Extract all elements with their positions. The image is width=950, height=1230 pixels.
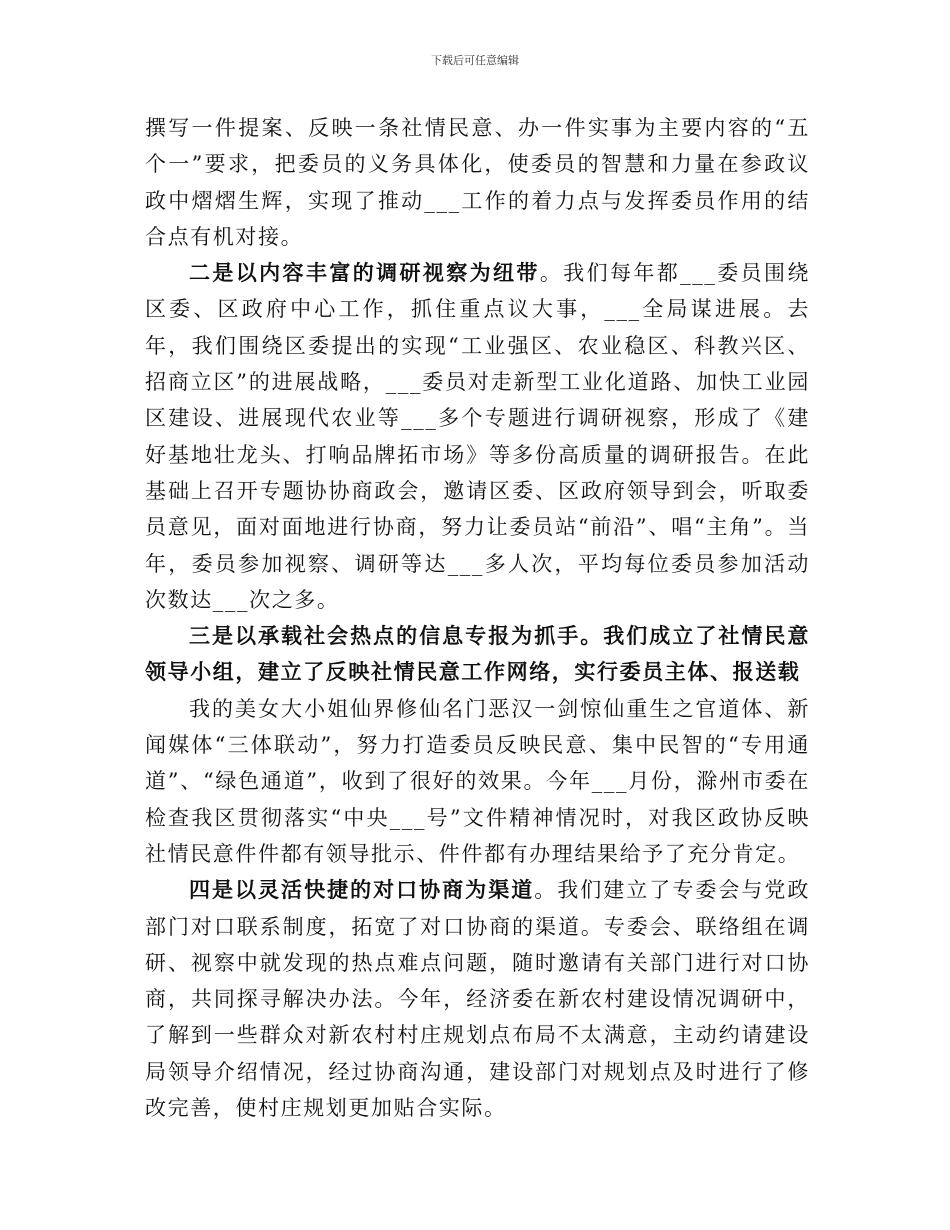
paragraph-3-lead: 三是以承载社会热点的信息专报为抓手。我们成立了社情民意领导小组，建立了反映社情民意工作网络，实行委员主体、报送载 [145, 623, 810, 685]
page-header: 下载后可任意编辑 [431, 54, 519, 67]
paragraph-2-text: 。我们每年都___委员围绕区委、区政府中心工作，抓住重点议大事，___全局谋进展。去年，我们围绕区委提出的实现“工业强区、农业稳区、科教兴区、招商立区”的进展战略，___委员对走新型工业化道路、加快工业园区建设、进展现代农业等___多个专题进行调研视察，形成了《建好基地壮龙头、打响品牌拓市场》等多份高质量的调研报告。在此基础上召开专题协协商政会，邀请区委、区政府领导到会，听取委员意见，面对面地进行协商，努力让委员站“前沿”、唱“主角”。当年，委员参加视察、调研等达___多人次，平均每位委员参加活动次数达___次之多。 [145, 261, 810, 612]
paragraph-1 [145, 110, 810, 255]
paragraph-5-lead: 四是以灵活快捷的对口协商为渠道 [189, 877, 535, 903]
paragraph-5-text: 。我们建立了专委会与党政部门对口联系制度，拓宽了对口协商的渠道。专委会、联络组在调研、视察中就发现的热点难点问题，随时邀请有关部门进行对口协商，共同探寻解决办法。今年，经济委在新农村建设情况调研中，了解到一些群众对新农村村庄规划点布局不太满意，主动约请建设局领导介绍情况，经过协商沟通，建设部门对规划点及时进行了修改完善，使村庄规划更加贴合实际。 [145, 878, 811, 1121]
paragraph-1-text: 撰写一件提案、反映一条社情民意、办一件实事为主要内容的“五个一”要求，把委员的义务具体化，使委员的智慧和力量在参政议政中熠熠生辉，实现了推动___工作的着力点与发挥委员作用的结合点有机对接。 [145, 116, 810, 249]
paragraph-4-text: 我的美女大小姐仙界修仙名门恶汉一剑惊仙重生之官道体、新闻媒体“三体联动”，努力打造委员反映民意、集中民智的“专用通道”、“绿色通道”，收到了很好的效果。今年___月份，滁州市委在检查我区贯彻落实“中央___号”文件精神情况时，对我区政协反映社情民意件件都有领导批示、件件都有办理结果给予了充分肯定。 [145, 696, 810, 866]
paragraph-2-lead: 二是以内容丰富的调研视察为纽带 [189, 260, 540, 286]
paragraph-2 [145, 255, 810, 618]
paragraph-3 [145, 618, 810, 691]
document-body [145, 110, 810, 1126]
paragraph-4 [145, 691, 810, 872]
paragraph-5 [145, 872, 810, 1126]
